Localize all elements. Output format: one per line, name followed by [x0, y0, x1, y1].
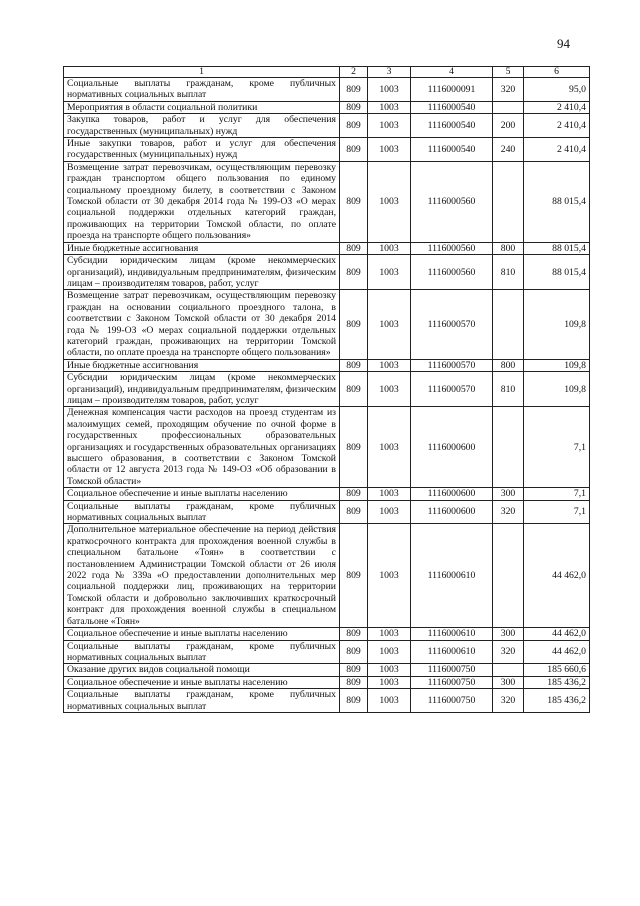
- amount-cell: 7,1: [524, 407, 590, 488]
- amount-cell: 44 462,0: [524, 524, 590, 628]
- target-article-cell: 1116000570: [411, 372, 493, 407]
- grbs-code-cell: 809: [340, 138, 368, 162]
- amount-cell: 7,1: [524, 488, 590, 500]
- grbs-code-cell: 809: [340, 359, 368, 371]
- expense-type-cell: 810: [493, 255, 524, 290]
- grbs-code-cell: 809: [340, 689, 368, 713]
- section-code-cell: 1003: [368, 242, 411, 254]
- target-article-cell: 1116000540: [411, 101, 493, 113]
- target-article-cell: 1116000750: [411, 664, 493, 676]
- expense-type-cell: 810: [493, 372, 524, 407]
- column-header: 1: [64, 67, 340, 78]
- target-article-cell: 1116000560: [411, 255, 493, 290]
- grbs-code-cell: 809: [340, 372, 368, 407]
- column-header: 6: [524, 67, 590, 78]
- section-code-cell: 1003: [368, 359, 411, 371]
- section-code-cell: 1003: [368, 78, 411, 102]
- target-article-cell: 1116000560: [411, 242, 493, 254]
- expense-name-cell: Социальные выплаты гражданам, кроме публичных нормативных социальных выплат: [64, 78, 340, 102]
- expense-name-cell: Оказание других видов социальной помощи: [64, 664, 340, 676]
- expense-name-cell: Социальные выплаты гражданам, кроме публичных нормативных социальных выплат: [64, 500, 340, 524]
- amount-cell: 44 462,0: [524, 628, 590, 640]
- expense-type-cell: [493, 524, 524, 628]
- expense-name-cell: Социальное обеспечение и иные выплаты населению: [64, 676, 340, 688]
- amount-cell: 88 015,4: [524, 255, 590, 290]
- grbs-code-cell: 809: [340, 242, 368, 254]
- expense-name-cell: Закупка товаров, работ и услуг для обеспечения государственных (муниципальных) нужд: [64, 114, 340, 138]
- amount-cell: 88 015,4: [524, 242, 590, 254]
- header-row: [64, 67, 590, 78]
- table-row: [64, 114, 590, 138]
- section-code-cell: 1003: [368, 407, 411, 488]
- grbs-code-cell: 809: [340, 488, 368, 500]
- expense-type-cell: [493, 664, 524, 676]
- budget-table: [63, 66, 590, 713]
- section-code-cell: 1003: [368, 488, 411, 500]
- target-article-cell: 1116000600: [411, 407, 493, 488]
- expense-type-cell: 320: [493, 640, 524, 664]
- table-row: [64, 676, 590, 688]
- table-row: [64, 242, 590, 254]
- table-row: [64, 689, 590, 713]
- target-article-cell: 1116000600: [411, 500, 493, 524]
- grbs-code-cell: 809: [340, 78, 368, 102]
- amount-cell: 2 410,4: [524, 114, 590, 138]
- grbs-code-cell: 809: [340, 101, 368, 113]
- amount-cell: 109,8: [524, 359, 590, 371]
- expense-name-cell: Социальное обеспечение и иные выплаты населению: [64, 488, 340, 500]
- section-code-cell: 1003: [368, 255, 411, 290]
- table-row: [64, 101, 590, 113]
- target-article-cell: 1116000600: [411, 488, 493, 500]
- expense-name-cell: Возмещение затрат перевозчикам, осуществляющим перевозку граждан на основании социального проездного талона, в соответствии с Законом Томской области от 30 декабря 2014 года № 199-ОЗ «О мерах социальной поддержки отдельных категорий граждан, проживающих на территории Томской области, по оплате проезда на транспорте общего пользования»: [64, 290, 340, 359]
- table-row: [64, 500, 590, 524]
- expense-name-cell: Социальные выплаты гражданам, кроме публичных нормативных социальных выплат: [64, 689, 340, 713]
- amount-cell: 44 462,0: [524, 640, 590, 664]
- expense-type-cell: 320: [493, 78, 524, 102]
- column-header: 3: [368, 67, 411, 78]
- target-article-cell: 1116000610: [411, 524, 493, 628]
- amount-cell: 88 015,4: [524, 161, 590, 242]
- target-article-cell: 1116000570: [411, 359, 493, 371]
- amount-cell: 7,1: [524, 500, 590, 524]
- table-row: [64, 372, 590, 407]
- target-article-cell: 1116000610: [411, 628, 493, 640]
- table-row: [64, 640, 590, 664]
- grbs-code-cell: 809: [340, 114, 368, 138]
- amount-cell: 185 436,2: [524, 676, 590, 688]
- expense-type-cell: 800: [493, 242, 524, 254]
- section-code-cell: 1003: [368, 500, 411, 524]
- expense-type-cell: 320: [493, 500, 524, 524]
- expense-name-cell: Иные бюджетные ассигнования: [64, 242, 340, 254]
- table-row: [64, 161, 590, 242]
- expense-name-cell: Субсидии юридическим лицам (кроме некоммерческих организаций), индивидуальным предпринимателям, физическим лицам – производителям товаров, работ, услуг: [64, 255, 340, 290]
- grbs-code-cell: 809: [340, 500, 368, 524]
- section-code-cell: 1003: [368, 101, 411, 113]
- section-code-cell: 1003: [368, 664, 411, 676]
- table-row: [64, 78, 590, 102]
- table-row: [64, 664, 590, 676]
- expense-type-cell: 300: [493, 676, 524, 688]
- table-row: [64, 407, 590, 488]
- section-code-cell: 1003: [368, 161, 411, 242]
- target-article-cell: 1116000750: [411, 689, 493, 713]
- grbs-code-cell: 809: [340, 161, 368, 242]
- column-header: 5: [493, 67, 524, 78]
- table-row: [64, 524, 590, 628]
- expense-type-cell: [493, 161, 524, 242]
- expense-name-cell: Иные бюджетные ассигнования: [64, 359, 340, 371]
- table-row: [64, 628, 590, 640]
- table-row: [64, 255, 590, 290]
- target-article-cell: 1116000560: [411, 161, 493, 242]
- amount-cell: 185 660,6: [524, 664, 590, 676]
- section-code-cell: 1003: [368, 640, 411, 664]
- target-article-cell: 1116000570: [411, 290, 493, 359]
- expense-type-cell: 240: [493, 138, 524, 162]
- amount-cell: 185 436,2: [524, 689, 590, 713]
- amount-cell: 109,8: [524, 372, 590, 407]
- expense-type-cell: 800: [493, 359, 524, 371]
- expense-name-cell: Дополнительное материальное обеспечение на период действия краткосрочного контракта для прохождения военной службы в специальном батальоне «Тоян» в соответствии с постановлением Администрации Томской области от 26 июля 2022 года № 339а «О предоставлении дополнительных мер социальной поддержки лиц, проживающих на территории Томской области и добровольно заключивших краткосрочный контракт для прохождения военной службы в специальном батальоне «Тоян»: [64, 524, 340, 628]
- expense-type-cell: [493, 290, 524, 359]
- grbs-code-cell: 809: [340, 640, 368, 664]
- section-code-cell: 1003: [368, 290, 411, 359]
- grbs-code-cell: 809: [340, 664, 368, 676]
- column-header: 2: [340, 67, 368, 78]
- table-row: [64, 138, 590, 162]
- column-header: 4: [411, 67, 493, 78]
- table-row: [64, 359, 590, 371]
- expense-type-cell: [493, 101, 524, 113]
- target-article-cell: 1116000540: [411, 138, 493, 162]
- amount-cell: 95,0: [524, 78, 590, 102]
- expense-name-cell: Денежная компенсация части расходов на проезд студентам из малоимущих семей, проходящим обучение по очной форме в государственных профессиональных образовательных организациях и государственных образовательных организациях высшего образования, в соответствии с Законом Томской области от 12 августа 2013 года № 149-ОЗ «Об образовании в Томской области»: [64, 407, 340, 488]
- section-code-cell: 1003: [368, 676, 411, 688]
- section-code-cell: 1003: [368, 689, 411, 713]
- expense-name-cell: Мероприятия в области социальной политики: [64, 101, 340, 113]
- expense-name-cell: Социальные выплаты гражданам, кроме публичных нормативных социальных выплат: [64, 640, 340, 664]
- section-code-cell: 1003: [368, 138, 411, 162]
- grbs-code-cell: 809: [340, 407, 368, 488]
- expense-name-cell: Возмещение затрат перевозчикам, осуществляющим перевозку граждан транспортом общего пользования по единому социальному проездному билету, в соответствии с Законом Томской области от 30 декабря 2014 года № 199-ОЗ «О мерах социальной поддержки отдельных категорий граждан, проживающих на территории Томской области, по оплате проезда на транспорте общего пользования»: [64, 161, 340, 242]
- table-row: [64, 290, 590, 359]
- grbs-code-cell: 809: [340, 290, 368, 359]
- page-number: 94: [557, 36, 570, 51]
- expense-type-cell: [493, 407, 524, 488]
- expense-type-cell: 300: [493, 488, 524, 500]
- grbs-code-cell: 809: [340, 628, 368, 640]
- expense-name-cell: Иные закупки товаров, работ и услуг для обеспечения государственных (муниципальных) нужд: [64, 138, 340, 162]
- section-code-cell: 1003: [368, 372, 411, 407]
- grbs-code-cell: 809: [340, 676, 368, 688]
- target-article-cell: 1116000540: [411, 114, 493, 138]
- expense-name-cell: Субсидии юридическим лицам (кроме некоммерческих организаций), индивидуальным предпринимателям, физическим лицам – производителям товаров, работ, услуг: [64, 372, 340, 407]
- table-row: [64, 488, 590, 500]
- expense-type-cell: 300: [493, 628, 524, 640]
- amount-cell: 109,8: [524, 290, 590, 359]
- grbs-code-cell: 809: [340, 255, 368, 290]
- section-code-cell: 1003: [368, 628, 411, 640]
- expense-name-cell: Социальное обеспечение и иные выплаты населению: [64, 628, 340, 640]
- amount-cell: 2 410,4: [524, 138, 590, 162]
- expense-type-cell: 320: [493, 689, 524, 713]
- grbs-code-cell: 809: [340, 524, 368, 628]
- amount-cell: 2 410,4: [524, 101, 590, 113]
- target-article-cell: 1116000750: [411, 676, 493, 688]
- target-article-cell: 1116000091: [411, 78, 493, 102]
- expense-type-cell: 200: [493, 114, 524, 138]
- section-code-cell: 1003: [368, 114, 411, 138]
- section-code-cell: 1003: [368, 524, 411, 628]
- target-article-cell: 1116000610: [411, 640, 493, 664]
